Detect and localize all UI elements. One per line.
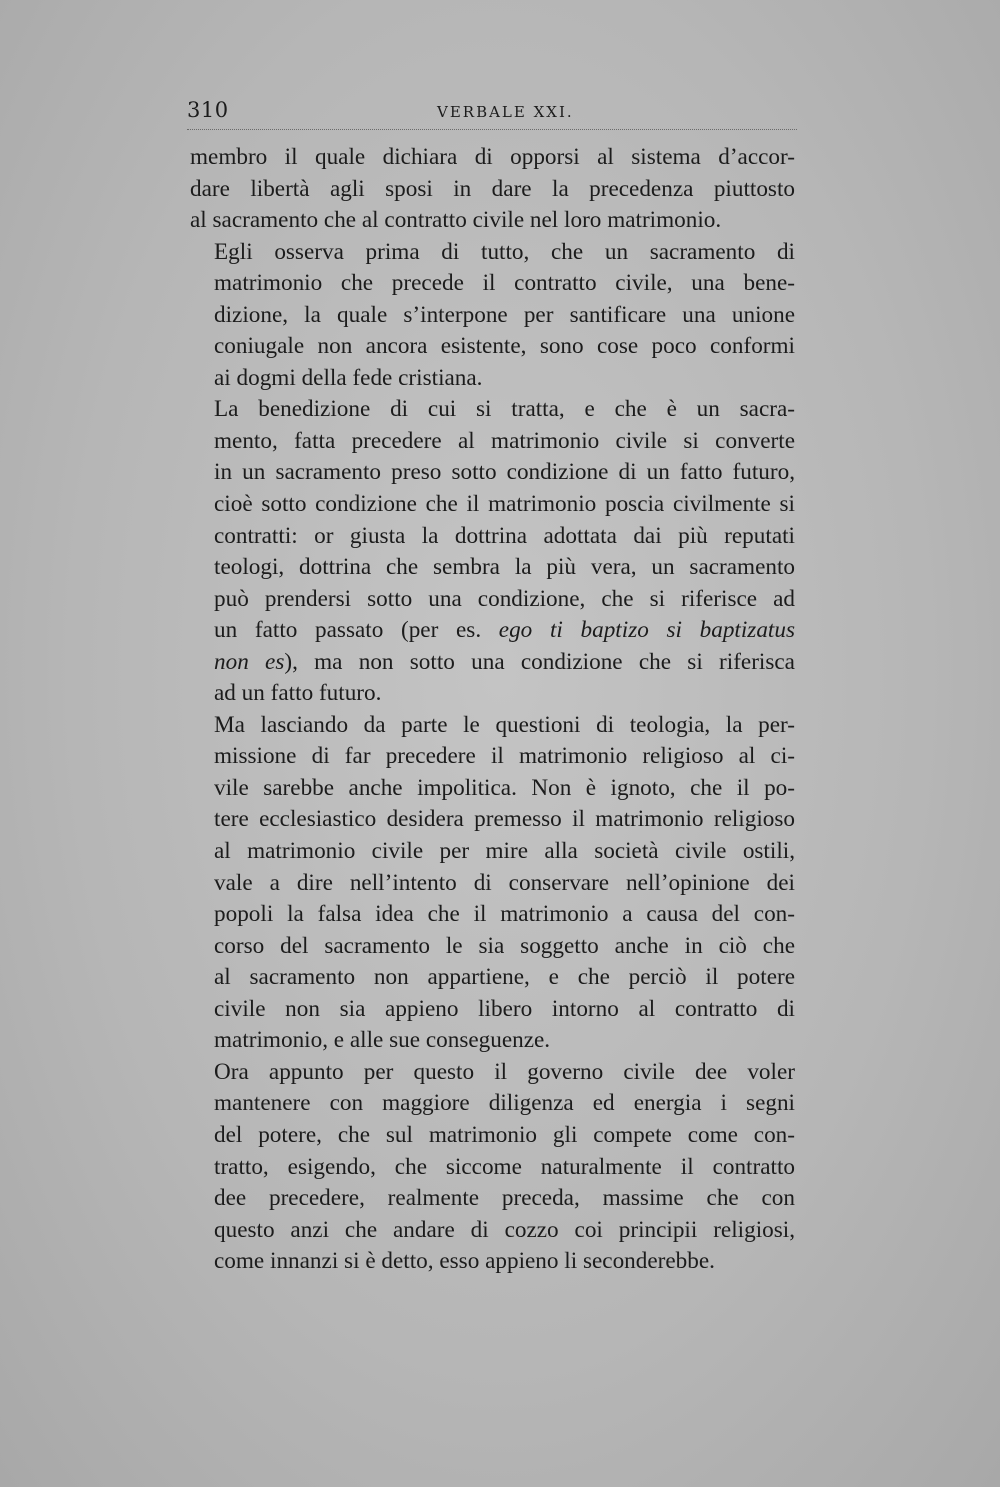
text-segment: matrimonio, e alle sue conseguenze. [214, 1027, 551, 1054]
text-segment: corso del sacramento le sia soggetto anche in ciò che [214, 932, 795, 959]
text-segment: al sacramento che al contratto civile nel loro matrimonio. [190, 207, 722, 234]
text-segment: come innanzi si è detto, esso appieno li seconderebbe. [214, 1248, 715, 1275]
paragraph [190, 1057, 795, 1278]
text-segment: dee precedere, realmente preceda, massime che con [214, 1185, 795, 1212]
text-line [190, 237, 795, 269]
text-line [190, 457, 795, 489]
running-head [187, 98, 797, 126]
text-line [190, 268, 795, 300]
text-line [190, 1246, 795, 1278]
text-line [190, 1120, 795, 1152]
text-line [190, 584, 795, 616]
text-line [190, 741, 795, 773]
text-segment: Ora appunto per questo il governo civile dee voler [214, 1058, 795, 1085]
text-line [190, 1183, 795, 1215]
text-segment: al sacramento non appartiene, e che perciò il potere [214, 964, 795, 991]
text-line [190, 931, 795, 963]
text-line [190, 836, 795, 868]
text-segment: un fatto passato (per es. [214, 617, 499, 644]
text-segment: tratto, esigendo, che siccome naturalmente il contratto [214, 1153, 795, 1180]
text-segment: contratti: or giusta la dottrina adottata dai più reputati [214, 522, 795, 549]
text-segment: ad un fatto futuro. [214, 680, 382, 707]
text-segment: in un sacramento preso sotto condizione di un fatto futuro, [214, 459, 795, 486]
text-segment: può prendersi sotto una condizione, che si riferisce ad [214, 585, 795, 612]
paragraph [190, 142, 795, 237]
text-segment: mantenere con maggiore diligenza ed energia i segni [214, 1090, 795, 1117]
text-line [190, 615, 795, 647]
text-line [190, 426, 795, 458]
paragraph [190, 237, 795, 395]
text-line [190, 205, 795, 237]
text-line [190, 647, 795, 679]
text-segment: ), ma non sotto una condizione che si riferisca [284, 648, 795, 675]
text-line [190, 394, 795, 426]
text-segment: dizione, la quale s’interpone per santificare una unione [214, 301, 795, 328]
paragraph [190, 394, 795, 709]
text-line [190, 868, 795, 900]
text-line [190, 521, 795, 553]
text-segment: del potere, che sul matrimonio gli compete come con- [214, 1121, 795, 1148]
text-segment: questo anzi che andare di cozzo coi principii religiosi, [214, 1216, 795, 1243]
running-title: VERBALE XXI. [437, 103, 574, 121]
text-line [190, 1088, 795, 1120]
text-segment: membro il quale dichiara di opporsi al sistema d’accor- [190, 144, 795, 170]
paragraph [190, 710, 795, 1057]
text-segment: civile non sia appieno libero intorno al contratto di [214, 995, 795, 1022]
text-line [190, 1152, 795, 1184]
text-segment: tere ecclesiastico desidera premesso il matrimonio religioso [214, 806, 795, 833]
text-segment: coniugale non ancora esistente, sono cose poco conformi [214, 333, 795, 360]
text-segment: al matrimonio civile per mire alla società civile ostili, [214, 838, 795, 865]
text-line [190, 552, 795, 584]
text-segment: cioè sotto condizione che il matrimonio poscia civilmente si [214, 491, 795, 518]
page-number: 310 [187, 98, 229, 122]
text-line [190, 142, 795, 174]
latin-formula: non es [214, 648, 285, 675]
text-segment: ai dogmi della fede cristiana. [214, 364, 483, 391]
text-line [190, 994, 795, 1026]
text-line [190, 300, 795, 332]
text-segment: popoli la falsa idea che il matrimonio a causa del con- [214, 901, 795, 928]
text-line [190, 363, 795, 395]
text-segment: mento, fatta precedere al matrimonio civile si converte [214, 427, 795, 454]
text-line [190, 1025, 795, 1057]
text-line [190, 773, 795, 805]
text-body [190, 142, 795, 1278]
text-line [190, 1215, 795, 1247]
text-segment: teologi, dottrina che sembra la più vera, un sacramento [214, 554, 795, 581]
text-line [190, 331, 795, 363]
text-line [190, 710, 795, 742]
text-line [190, 1057, 795, 1089]
text-segment: dare libertà agli sposi in dare la precedenza piuttosto [190, 175, 795, 202]
text-line [190, 899, 795, 931]
text-line [190, 804, 795, 836]
header-rule [187, 129, 797, 130]
text-segment: Egli osserva prima di tutto, che un sacramento di [214, 238, 795, 265]
text-segment: missione di far precedere il matrimonio religioso al ci- [214, 743, 795, 770]
text-line [190, 962, 795, 994]
text-segment: vile sarebbe anche impolitica. Non è ignoto, che il po- [214, 774, 795, 801]
text-segment: vale a dire nell’intento di conservare nell’opinione dei [214, 869, 795, 896]
text-segment: Ma lasciando da parte le questioni di teologia, la per- [214, 711, 795, 738]
text-line [190, 489, 795, 521]
text-line [190, 174, 795, 206]
text-segment: La benedizione di cui si tratta, e che è un sacra- [214, 396, 795, 423]
latin-formula: ego ti baptizo si baptizatus [498, 617, 795, 644]
text-segment: matrimonio che precede il contratto civile, una bene- [214, 270, 795, 297]
text-line [190, 678, 795, 710]
